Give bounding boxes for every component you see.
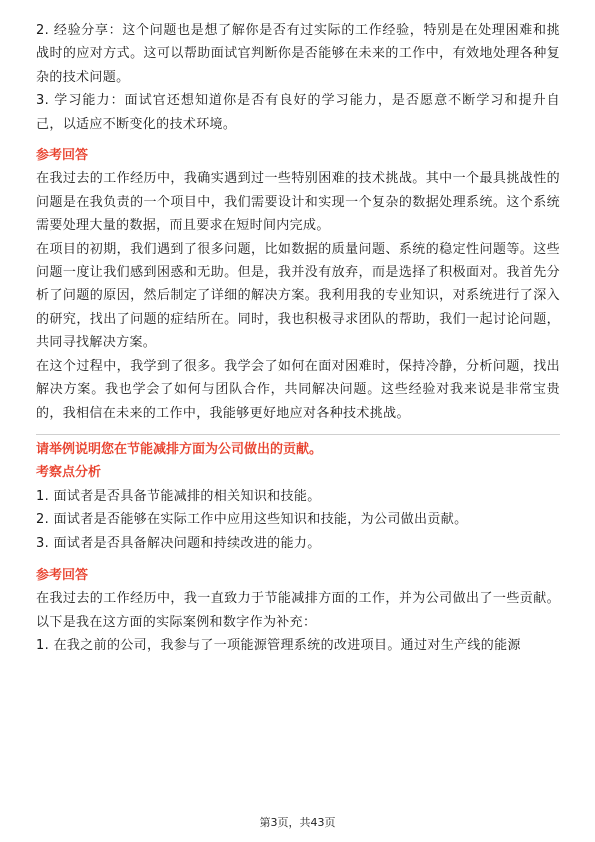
interview-question: 请举例说明您在节能减排方面为公司做出的贡献。 [36,441,323,457]
page-number-footer: 第3页，共43页 [259,816,336,829]
reference-answer-heading: 参考回答 [36,567,89,583]
answer-paragraph: 在我过去的工作经历中，我确实遇到过一些特别困难的技术挑战。其中一个最具挑战性的问题是在我负责的一个项目中，我们需要设计和实现一个复杂的数据处理系统。这个系统需要处理大量的数据，而且要求在短时间内完成。 [36,171,560,234]
analysis-heading: 考察点分析 [36,465,102,481]
answer-paragraph: 在我过去的工作经历中，我一直致力于节能减排方面的工作，并为公司做出了一些贡献。以下是我在这方面的实际案例和数字作为补充： [36,591,560,630]
answer-paragraph: 1. 在我之前的公司，我参与了一项能源管理系统的改进项目。通过对生产线的能源 [36,638,521,654]
reference-answer-heading: 参考回答 [36,148,89,164]
intro-point-2: 2. 经验分享：这个问题也是想了解你是否有过实际的工作经验，特别是在处理困难和挑战时的应对方式。这可以帮助面试官判断你是否能够在未来的工作中，有效地处理各种复杂的技术问题。 [36,23,560,85]
analysis-point: 2. 面试者是否能够在实际工作中应用这些知识和技能，为公司做出贡献。 [36,512,468,528]
section-divider [36,434,560,435]
analysis-point: 1. 面试者是否具备节能减排的相关知识和技能。 [36,488,321,504]
intro-point-3: 3. 学习能力：面试官还想知道你是否有良好的学习能力，是否愿意不断学习和提升自己，以适应不断变化的技术环境。 [36,93,560,132]
analysis-point: 3. 面试者是否具备解决问题和持续改进的能力。 [36,535,321,551]
answer-paragraph: 在项目的初期，我们遇到了很多问题，比如数据的质量问题、系统的稳定性问题等。这些问题一度让我们感到困惑和无助。但是，我并没有放弃，而是选择了积极面对。我首先分析了问题的原因，然后制定了详细的解决方案。我利用我的专业知识，对系统进行了深入的研究，找出了问题的症结所在。同时，我也积极寻求团队的帮助，我们一起讨论问题，共同寻找解决方案。 [36,241,560,351]
answer-paragraph: 在这个过程中，我学到了很多。我学会了如何在面对困难时，保持冷静，分析问题，找出解决方案。我也学会了如何与团队合作，共同解决问题。这些经验对我来说是非常宝贵的，我相信在未来的工作中，我能够更好地应对各种技术挑战。 [36,358,560,421]
document-page [36,19,560,658]
